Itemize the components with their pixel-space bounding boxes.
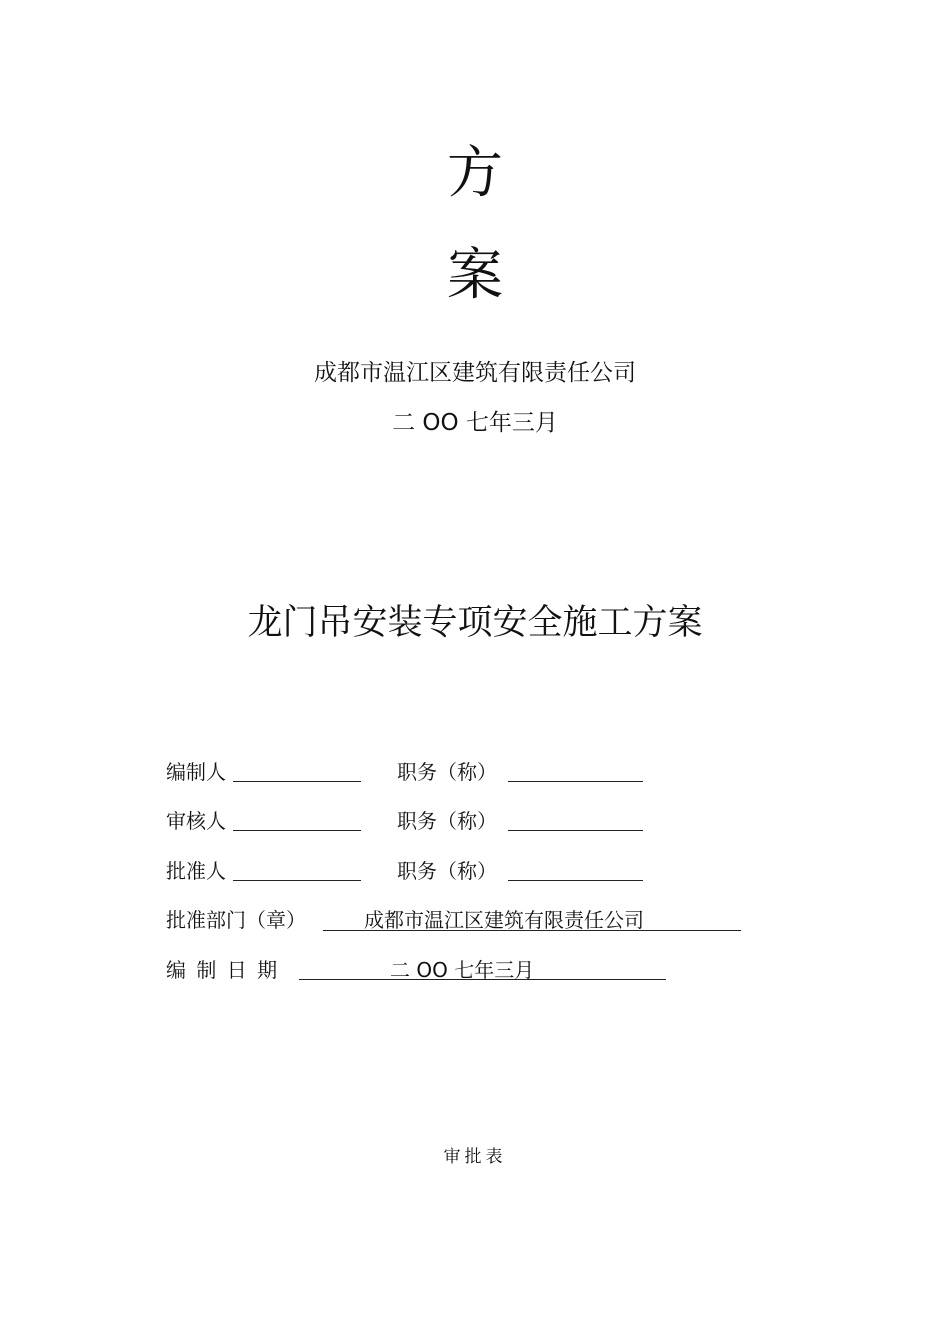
- company-name: 成都市温江区建筑有限责任公司: [314, 360, 636, 386]
- approving-dept-label: 批准部门（章）: [166, 908, 306, 932]
- approval-form-caption: 审批表: [443, 1147, 507, 1167]
- cover-title-char-2: 案: [447, 243, 503, 308]
- reviewer-blank-line: [233, 830, 361, 831]
- approving-dept-value: 成都市温江区建筑有限责任公司: [364, 908, 644, 932]
- compile-date-label: 编 制 日 期: [166, 958, 280, 982]
- approving-dept-underline: [323, 930, 741, 931]
- reviewer-label: 审核人: [166, 809, 226, 833]
- reviewer-position-blank-line: [508, 830, 643, 831]
- reviewer-position-label: 职务（称）: [397, 809, 497, 833]
- approver-label: 批准人: [166, 859, 226, 883]
- approver-blank-line: [233, 880, 361, 881]
- compile-date-underline: [299, 979, 666, 980]
- cover-date: 二 OO 七年三月: [392, 410, 558, 436]
- compiler-position-blank-line: [508, 781, 643, 782]
- compiler-position-label: 职务（称）: [397, 760, 497, 784]
- compiler-blank-line: [233, 781, 361, 782]
- document-title: 龙门吊安装专项安全施工方案: [247, 603, 703, 643]
- compiler-label: 编制人: [166, 760, 226, 784]
- approver-position-blank-line: [508, 880, 643, 881]
- compile-date-value: 二 OO 七年三月: [390, 958, 535, 982]
- approver-position-label: 职务（称）: [397, 859, 497, 883]
- cover-title-char-1: 方: [447, 141, 503, 206]
